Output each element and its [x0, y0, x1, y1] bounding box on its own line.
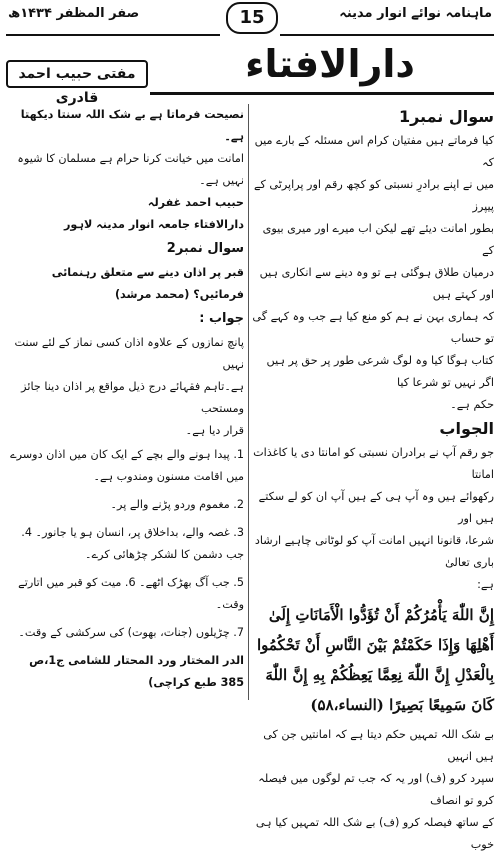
reference-line: الدر المختار ورد المحتار للشامی ج1،ص — [29, 654, 244, 667]
answer-intro-line: قرار دیا ہے۔ — [185, 424, 244, 437]
header-rule-right — [280, 34, 494, 36]
translation-line: سپرد کرو (ف) اور یہ کہ جب تم لوگوں میں فیصلہ کرو تو انصاف — [258, 772, 494, 807]
answer-line: ہے: — [477, 578, 494, 591]
column-divider — [248, 104, 249, 700]
list-item: 7. چڑیلوں (جنات، بھوت) کی سرکشی کے وقت۔ — [18, 626, 244, 639]
translation-line: بے شک اللہ تمہیں حکم دیتا ہے کہ امانتیں جن کی ہیں انہیں — [263, 728, 494, 763]
conclusion-line: امانت میں خیانت کرنا حرام ہے مسلمان کا شیوہ نہیں ہے۔ — [17, 152, 244, 187]
issue-date: صفر المظفر ۱۴۳۴ھ — [8, 6, 140, 21]
question-1-heading: سوال نمبر1 — [398, 107, 494, 126]
reference-page: 385 طبع کراچی) — [148, 676, 244, 689]
answer-1-heading: الجواب — [439, 419, 494, 438]
left-column — [6, 104, 244, 694]
signature-name: حبیب احمد غفرلہ — [147, 196, 244, 209]
signature-place: دارالافتاء جامعہ انوار مدینہ لاہور — [63, 218, 244, 231]
q1-line: بطور امانت دیئے تھے لیکن اب میرے اور میری بیوی کے — [262, 222, 494, 257]
answer-line: رکھوائے ہیں وہ آپ ہی کے ہیں آپ ان کو لے سکتے ہیں اور — [258, 490, 494, 525]
list-item: 1. پیدا ہونے والے بچے کے ایک کان میں اذان دوسرے میں اقامت مسنون ومندوب ہے۔ — [10, 448, 244, 483]
q1-line: کتاب ہوگا کیا وہ لوگ شرعی طور پر حق پر ہیں اگر نہیں تو شرعا کیا — [266, 354, 494, 389]
list-item: 3. غصہ والے، بداخلاق پر، انسان ہو یا جانور۔ 4. جب دشمن کا لشکر چڑھائی کرے۔ — [21, 526, 244, 561]
masthead — [0, 40, 500, 106]
answer-intro-line: پانچ نمازوں کے علاوہ اذان کسی نماز کے لئے سنت نہیں — [14, 336, 244, 371]
answer-2-heading: جواب : — [199, 311, 244, 326]
answer-line: جو رقم آپ نے برادران نسبتی کو امانتا دی یا کاغذات امانتا — [253, 446, 494, 481]
translation-line: کے ساتھ فیصلہ کرو (ف) بے شک اللہ تمہیں کیا ہی خوب — [255, 816, 494, 851]
question-2-heading: سوال نمبر2 — [166, 241, 244, 256]
magazine-name: ماہنامہ نوائے انوار مدینہ — [339, 6, 492, 21]
page-header — [0, 0, 500, 36]
right-column — [252, 104, 494, 856]
q1-line: کہ ہماری بہن نے ہم کو منع کیا ہے جب وہ کہے گی تو حساب — [252, 310, 494, 345]
q1-line: درمیان طلاق ہوگئی ہے تو وہ دینے سے انکاری ہیں اور کہتے ہیں — [259, 266, 494, 301]
ayah-text: إِنَّ اللّٰهَ يَأْمُرُكُمْ أَنْ تُؤَدُّوا الْأَمَانَاتِ إِلَىٰ أَهْلِهَا وَإِذَا حَكَمْتُمْ بَيْنَ النَّاسِ أَنْ تَحْكُمُوا بِالْعَدْلِ إِنَّ اللّٰهَ نِعِمَّا يَعِظُكُمْ بِهِ إِنَّ اللّٰهَ كَانَ سَمِيعًا بَصِيرًا — [256, 606, 494, 714]
header-rule-left — [6, 34, 220, 36]
q1-line: کیا فرماتے ہیں مفتیان کرام اس مسئلہ کے بارے میں کہ — [254, 134, 494, 169]
author-box: مفتی حبیب احمد قادری — [6, 60, 148, 88]
list-item: 5. جب آگ بھڑک اٹھے۔ 6. میت کو قبر میں اتارتے وقت۔ — [18, 576, 244, 611]
list-item: 2. مغموم وردو پڑنے والے پر۔ — [110, 498, 244, 511]
ayah-reference: (النساء،۵۸) — [310, 696, 384, 714]
q2-text: قبر پر اذان دینے سے متعلق رہنمائی فرمائیں؟ (محمد مرشد) — [51, 266, 244, 301]
answer-intro-line: ہے۔تاہم فقہائے درج ذیل مواقع پر اذان دینا جائز ومستحب — [21, 380, 244, 415]
answer-line: شرعا، قانونا انہیں امانت آپ کو لوٹانی چاہیے ارشاد باری تعالیٰ — [254, 534, 494, 569]
continuation-line: نصیحت فرماتا ہے بے شک اللہ سنتا دیکھتا ہے۔ — [20, 108, 244, 143]
title-rule — [150, 92, 494, 95]
q1-line: حکم ہے۔ — [450, 398, 494, 411]
page-number: 15 — [226, 2, 278, 34]
section-title: دارالافتاء — [245, 42, 415, 86]
quran-ayah — [252, 600, 494, 720]
q1-line: میں نے اپنے برادرِ نسبتی کو کچھ رقم اور پراپرٹی کے پیپرز — [253, 178, 494, 213]
